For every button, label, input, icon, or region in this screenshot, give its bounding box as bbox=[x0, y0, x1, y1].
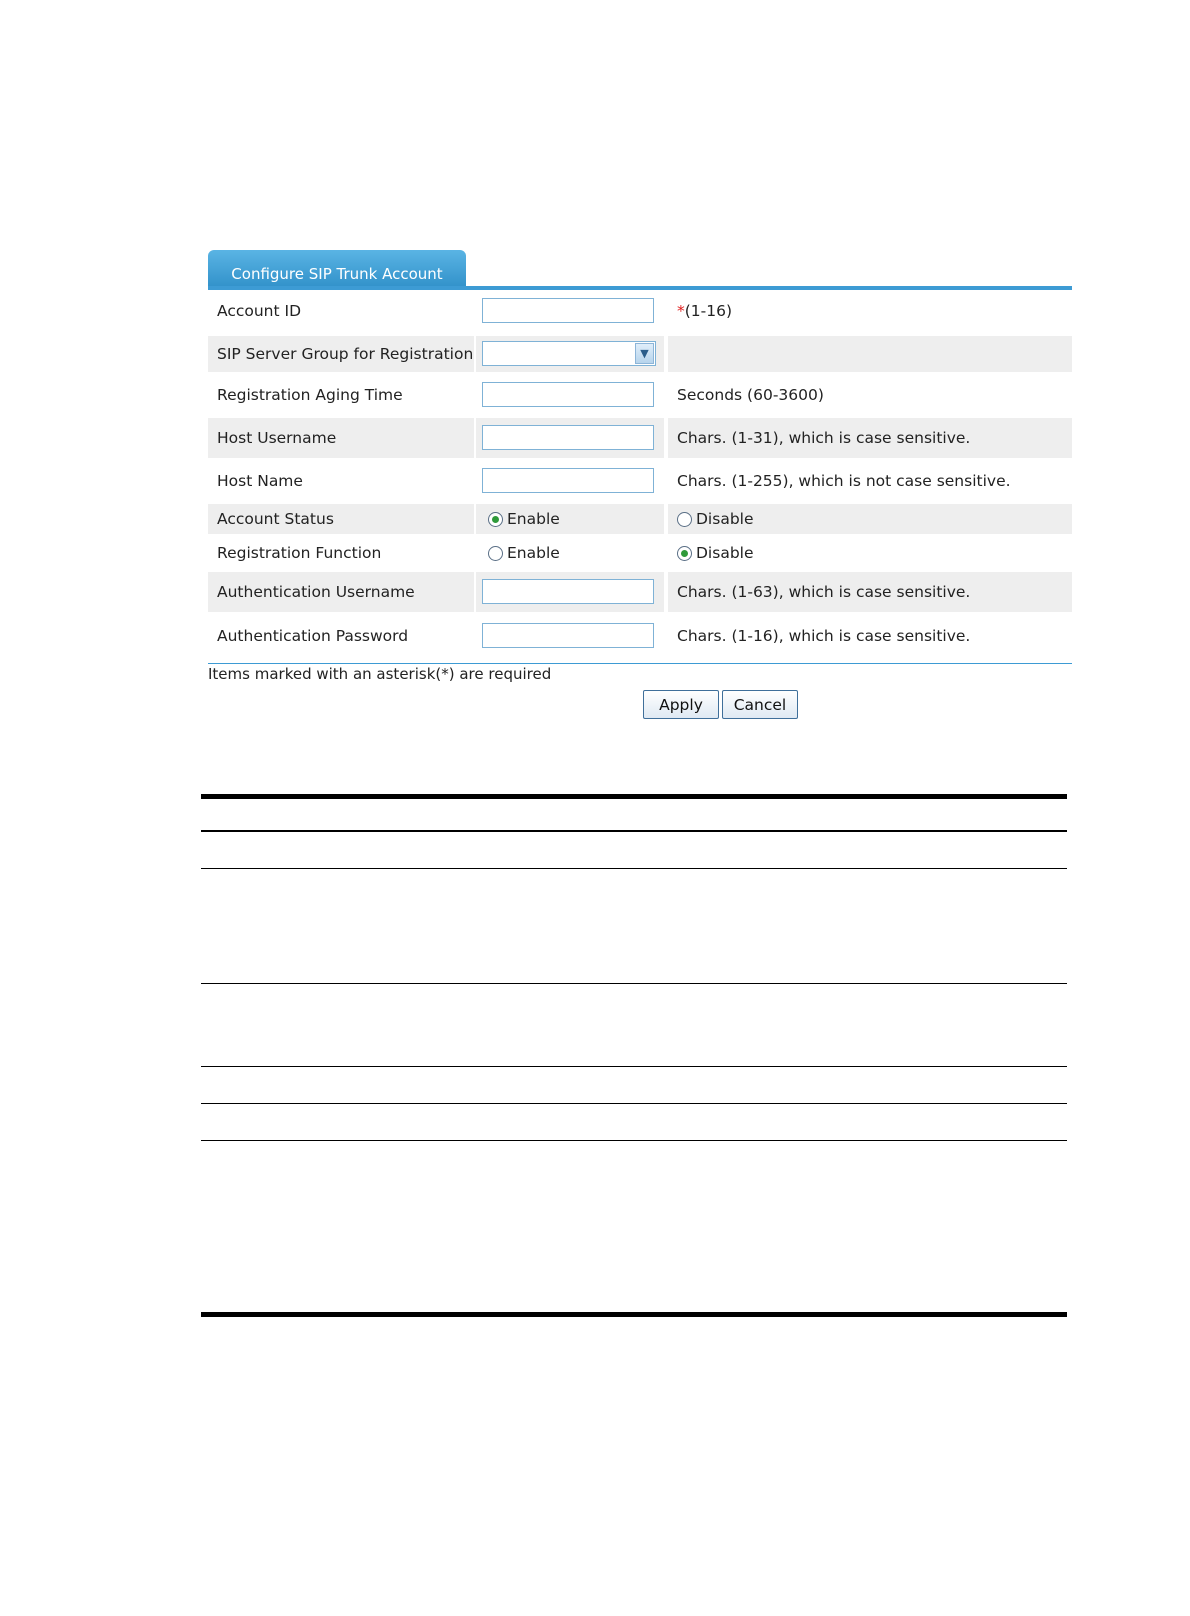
registration-aging-time-hint: Seconds (60-3600) bbox=[677, 386, 824, 404]
registration-function-disable-radio[interactable]: Disable bbox=[677, 544, 754, 562]
row-account-id bbox=[208, 290, 1072, 332]
account-status-enable-radio[interactable]: Enable bbox=[488, 510, 560, 528]
table-row-divider bbox=[201, 868, 1067, 869]
table-row-divider bbox=[201, 1140, 1067, 1141]
account-id-range: (1-16) bbox=[684, 302, 733, 320]
auth-password-label: Authentication Password bbox=[217, 627, 409, 645]
row-host-name bbox=[208, 460, 1072, 502]
account-id-input[interactable] bbox=[482, 298, 654, 323]
auth-password-input[interactable] bbox=[482, 623, 654, 648]
table-top-rule bbox=[201, 794, 1067, 799]
registration-function-label: Registration Function bbox=[217, 544, 382, 562]
host-username-input[interactable] bbox=[482, 425, 654, 450]
sip-server-group-select[interactable] bbox=[482, 341, 656, 366]
auth-username-input[interactable] bbox=[482, 579, 654, 604]
row-auth-password bbox=[208, 614, 1072, 658]
table-row-divider bbox=[201, 1103, 1067, 1104]
radio-checked-icon[interactable] bbox=[677, 546, 692, 561]
host-name-input[interactable] bbox=[482, 468, 654, 493]
radio-unchecked-icon[interactable] bbox=[488, 546, 503, 561]
table-row-divider bbox=[201, 983, 1067, 984]
apply-button[interactable]: Apply bbox=[643, 690, 719, 719]
row-registration-function bbox=[208, 534, 1072, 572]
radio-unchecked-icon[interactable] bbox=[677, 512, 692, 527]
host-name-hint: Chars. (1-255), which is not case sensitive. bbox=[677, 472, 1011, 490]
account-id-label: Account ID bbox=[217, 302, 302, 320]
auth-password-hint: Chars. (1-16), which is case sensitive. bbox=[677, 627, 971, 645]
host-username-hint: Chars. (1-31), which is case sensitive. bbox=[668, 418, 1072, 458]
registration-aging-time-input[interactable] bbox=[482, 382, 654, 407]
auth-username-hint: Chars. (1-63), which is case sensitive. bbox=[668, 572, 1072, 612]
radio-checked-icon[interactable] bbox=[488, 512, 503, 527]
registration-function-enable-radio[interactable]: Enable bbox=[488, 544, 560, 562]
required-note: Items marked with an asterisk(*) are required bbox=[208, 665, 552, 683]
row-registration-aging-time bbox=[208, 374, 1072, 416]
registration-aging-time-label: Registration Aging Time bbox=[217, 386, 403, 404]
row-host-username bbox=[208, 418, 1072, 458]
host-name-label: Host Name bbox=[217, 472, 303, 490]
row-auth-username bbox=[208, 572, 1072, 612]
table-row-divider bbox=[201, 1066, 1067, 1067]
row-sip-server-group bbox=[208, 336, 1072, 372]
cancel-button[interactable]: Cancel bbox=[722, 690, 798, 719]
tab-configure-sip-trunk-account[interactable]: Configure SIP Trunk Account bbox=[208, 250, 466, 290]
form-bottom-divider bbox=[208, 663, 1072, 664]
host-username-label: Host Username bbox=[208, 418, 474, 458]
table-bottom-rule bbox=[201, 1312, 1067, 1317]
chevron-down-icon[interactable]: ▼ bbox=[635, 343, 654, 364]
sip-server-group-label: SIP Server Group for Registration bbox=[208, 336, 474, 372]
account-status-label: Account Status bbox=[208, 504, 474, 534]
row-account-status bbox=[208, 504, 1072, 534]
account-status-disable-radio[interactable]: Disable bbox=[677, 510, 754, 528]
required-asterisk: * bbox=[677, 302, 685, 320]
account-id-hint bbox=[668, 290, 1072, 332]
table-header-rule bbox=[201, 830, 1067, 832]
auth-username-label: Authentication Username bbox=[208, 572, 474, 612]
